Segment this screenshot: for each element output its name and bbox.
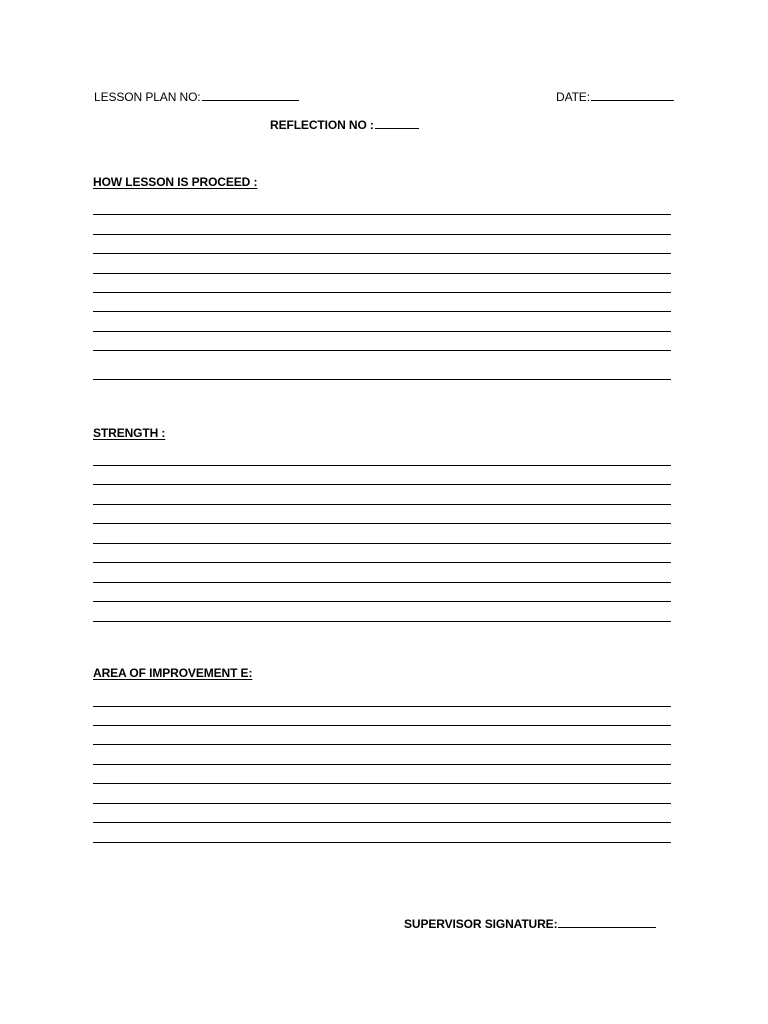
writing-line[interactable]	[93, 253, 671, 254]
writing-line[interactable]	[93, 725, 671, 726]
strength-heading: STRENGTH :	[93, 426, 166, 440]
writing-line[interactable]	[93, 504, 671, 505]
writing-line[interactable]	[93, 465, 671, 466]
reflection-no-field	[270, 117, 419, 132]
date-blank[interactable]	[591, 89, 674, 101]
writing-line[interactable]	[93, 562, 671, 563]
writing-line[interactable]	[93, 842, 671, 843]
writing-line[interactable]	[93, 822, 671, 823]
lesson-plan-no-label: LESSON PLAN NO:	[94, 90, 201, 104]
writing-line[interactable]	[93, 484, 671, 485]
writing-line[interactable]	[93, 273, 671, 274]
supervisor-signature-field	[404, 916, 656, 931]
writing-line[interactable]	[93, 234, 671, 235]
writing-line[interactable]	[93, 214, 671, 215]
how-lesson-heading: HOW LESSON IS PROCEED :	[93, 175, 258, 189]
writing-line[interactable]	[93, 350, 671, 351]
writing-line[interactable]	[93, 379, 671, 380]
lesson-plan-no-blank[interactable]	[202, 89, 299, 101]
writing-line[interactable]	[93, 744, 671, 745]
writing-line[interactable]	[93, 803, 671, 804]
writing-line[interactable]	[93, 601, 671, 602]
supervisor-signature-blank[interactable]	[558, 916, 656, 928]
writing-line[interactable]	[93, 582, 671, 583]
writing-line[interactable]	[93, 543, 671, 544]
writing-line[interactable]	[93, 292, 671, 293]
writing-line[interactable]	[93, 311, 671, 312]
writing-line[interactable]	[93, 783, 671, 784]
reflection-no-label: REFLECTION NO :	[270, 118, 374, 132]
writing-line[interactable]	[93, 621, 671, 622]
date-label: DATE:	[556, 90, 590, 104]
writing-line[interactable]	[93, 523, 671, 524]
lesson-plan-no-field	[94, 89, 299, 104]
writing-line[interactable]	[93, 764, 671, 765]
writing-line[interactable]	[93, 706, 671, 707]
area-of-improvement-heading: AREA OF IMPROVEMENT E:	[93, 666, 253, 680]
writing-line[interactable]	[93, 331, 671, 332]
reflection-no-blank[interactable]	[375, 117, 419, 129]
date-field	[556, 89, 674, 104]
supervisor-signature-label: SUPERVISOR SIGNATURE:	[404, 917, 558, 931]
